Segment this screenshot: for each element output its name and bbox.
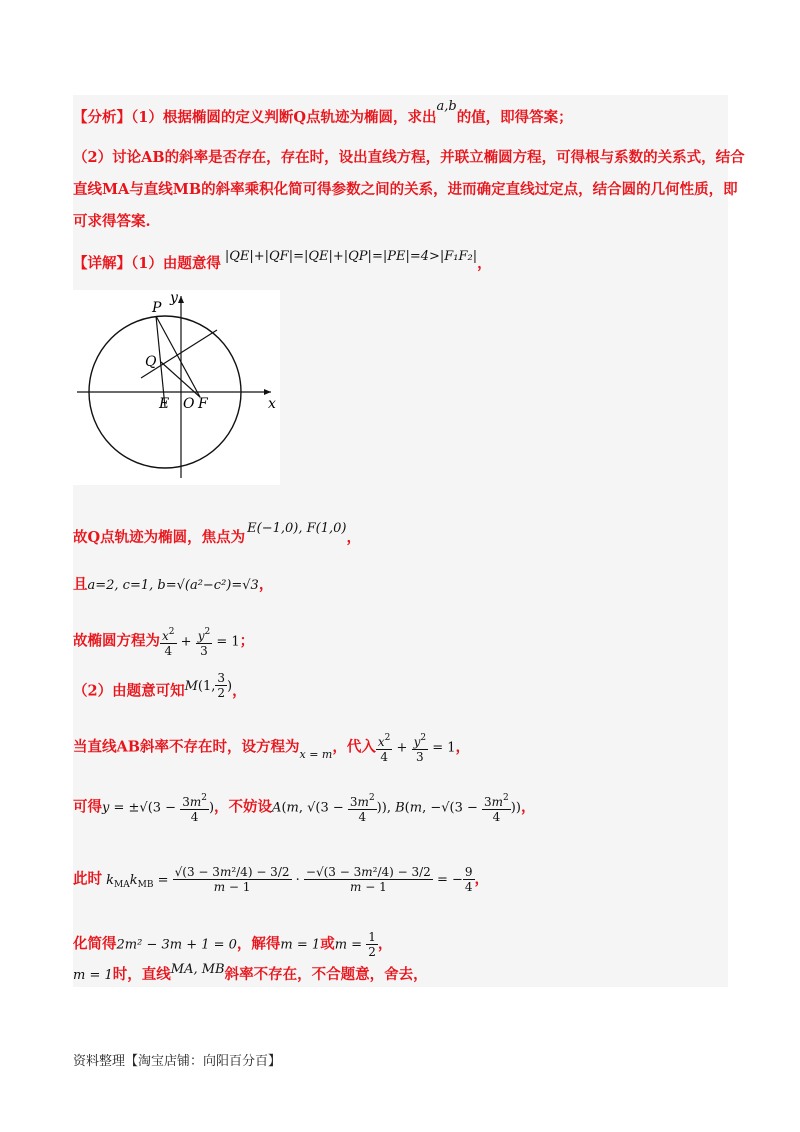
punct: ； — [239, 632, 255, 650]
punct: ， — [455, 738, 471, 756]
frac-x2-4: $\frac{x^2}{4}$ — [162, 627, 175, 658]
frac-x2-4b: $\frac{x^2}{4}$ — [377, 733, 391, 764]
punct: ， — [377, 935, 393, 953]
text: 时，直线 — [112, 966, 171, 983]
text: 化简得 — [73, 935, 117, 953]
text: 且 — [73, 576, 88, 593]
math-x-eq-m: x = m — [299, 747, 333, 761]
math-ma-mb: MA, MB — [170, 962, 225, 977]
detail-simplify: 化简得2m² − 3m + 1 = 0，解得m = 1或m = $\frac{1}{2}$ ， — [73, 930, 393, 959]
text: 或 — [320, 935, 335, 953]
y-axis-arrow — [178, 296, 184, 303]
frac-kmb: $\frac{\text{−√(3 − 3m²/4) − 3/2}}{m - 1}$ — [305, 865, 431, 894]
math-ab: a,b — [436, 99, 457, 114]
label-y: y — [170, 290, 178, 306]
punct: ， — [258, 576, 274, 593]
math-quadratic: 2m² − 3m + 1 = 0 — [116, 937, 237, 953]
label-q: Q — [145, 354, 157, 370]
frac-y2-3: $\frac{y^2}{3}$ — [197, 627, 211, 658]
text: （2）由题意可知 — [73, 682, 185, 700]
frac-b: $\frac{3m^2}{4}$ — [484, 793, 509, 824]
punct: ， — [346, 529, 361, 546]
x-axis-arrow — [264, 389, 271, 395]
frac-3-2: $\frac{3}{2}$ — [217, 671, 226, 700]
analysis-line-1 — [73, 99, 728, 130]
detail-ellipse-eq: 故椭圆方程为 $\frac{x^2}{4}$ + $\frac{y^2}{3}$ = 1； — [73, 627, 255, 658]
text: 斜率不存在，不合题意，舍去， — [224, 966, 428, 983]
frac-y2-3b: $\frac{y^2}{3}$ — [413, 733, 427, 764]
label-o: O — [183, 396, 195, 412]
math-foci: E(−1,0), F(1,0) — [247, 521, 347, 536]
ellipse-figure — [73, 290, 280, 485]
frac-kma: $\frac{\text{√(3 − 3m²/4) − 3/2}}{m - 1}$ — [174, 865, 290, 894]
detail-no-slope: 当直线AB斜率不存在时，设方程为$_{x = m}$，代入 $\frac{x^2}{4}$ + $\frac{y^2}{3}$ = 1， — [73, 733, 471, 764]
text: ，代入 — [332, 738, 376, 756]
detail-line-1 — [73, 249, 728, 276]
frac-a: $\frac{3m^2}{4}$ — [349, 793, 375, 824]
frac-1-2: $\frac{1}{2}$ — [368, 930, 376, 959]
detail-text: （1）由题意得 — [131, 255, 221, 272]
math-abc: a=2, c=1, b=√(a²−c²)=√3 — [87, 578, 259, 593]
detail-tag: 【详解】 — [73, 255, 131, 272]
text: 故Q点轨迹为椭圆，焦点为 — [73, 529, 246, 546]
frac-3m2-4: $\frac{3m^2}{4}$ — [182, 793, 207, 824]
analysis-line-2: （2）讨论AB的斜率是否存在，存在时，设出直线方程，并联立椭圆方程，可得根与系数的关系式，结合 — [73, 149, 745, 166]
geometry-diagram — [73, 290, 280, 485]
punct: ， — [477, 255, 492, 272]
label-p: P — [152, 300, 162, 316]
text: ，不妨设 — [214, 798, 273, 816]
punct: ， — [520, 798, 536, 816]
analysis-tag: 【分析】 — [73, 109, 131, 126]
detail-y-solution: 可得y = ±√(3 − $\frac{3m^2}{4}$ )，不妨设A(m, √(3 − $\frac{3m^2}{4}$ )), B(m, −√(3 − $\frac{3m^2}{4}$ ))， — [73, 793, 536, 824]
math-distance-sum: |QE|+|QF|=|QE|+|QP|=|PE|=4>|F₁F₂| — [224, 249, 478, 264]
label-x: x — [268, 396, 276, 412]
solution-panel — [73, 95, 745, 987]
analysis-line-3: 直线MA与直线MB的斜率乘积化简可得参数之间的关系，进而确定直线过定点，结合圆的几何性质，即 — [73, 181, 738, 198]
punct: ， — [232, 682, 247, 700]
detail-last — [73, 964, 728, 987]
detail-locus — [73, 521, 728, 550]
frac-9-4: $\frac{9}{4}$ — [464, 865, 473, 894]
detail-slope-product: 此时 $k_{MA}k_{MB}$ = $\frac{\text{√(3 − 3m²/4) − 3/2}}{m - 1}$ · $\frac{\text{−√(3 − 3m²/4) − 3/2}}{m - 1}$ = − $\frac{9}{4}$ ， — [73, 865, 490, 894]
math-m1b: m = 1 — [73, 968, 113, 983]
text: 可得 — [73, 798, 102, 816]
label-f: F — [198, 396, 208, 412]
analysis-line-4: 可求得答案. — [73, 213, 151, 230]
text: ，解得 — [236, 935, 281, 953]
text: 此时 — [73, 870, 102, 888]
analysis-text: （1）根据椭圆的定义判断Q点轨迹为椭圆，求出 — [131, 109, 437, 126]
detail-abc — [73, 574, 728, 597]
text: 当直线AB斜率不存在时，设方程为 — [73, 738, 300, 756]
footer-note: 资料整理【淘宝店铺：向阳百分百】 — [73, 1054, 282, 1069]
detail-m-point: （2）由题意可知M(1, $\frac{3}{2}$ )， — [73, 671, 247, 700]
analysis-text-end: 的值，即得答案； — [456, 109, 573, 126]
text: 故椭圆方程为 — [73, 632, 160, 650]
math-m1: m = 1 — [280, 937, 321, 953]
label-e: E — [159, 396, 170, 412]
